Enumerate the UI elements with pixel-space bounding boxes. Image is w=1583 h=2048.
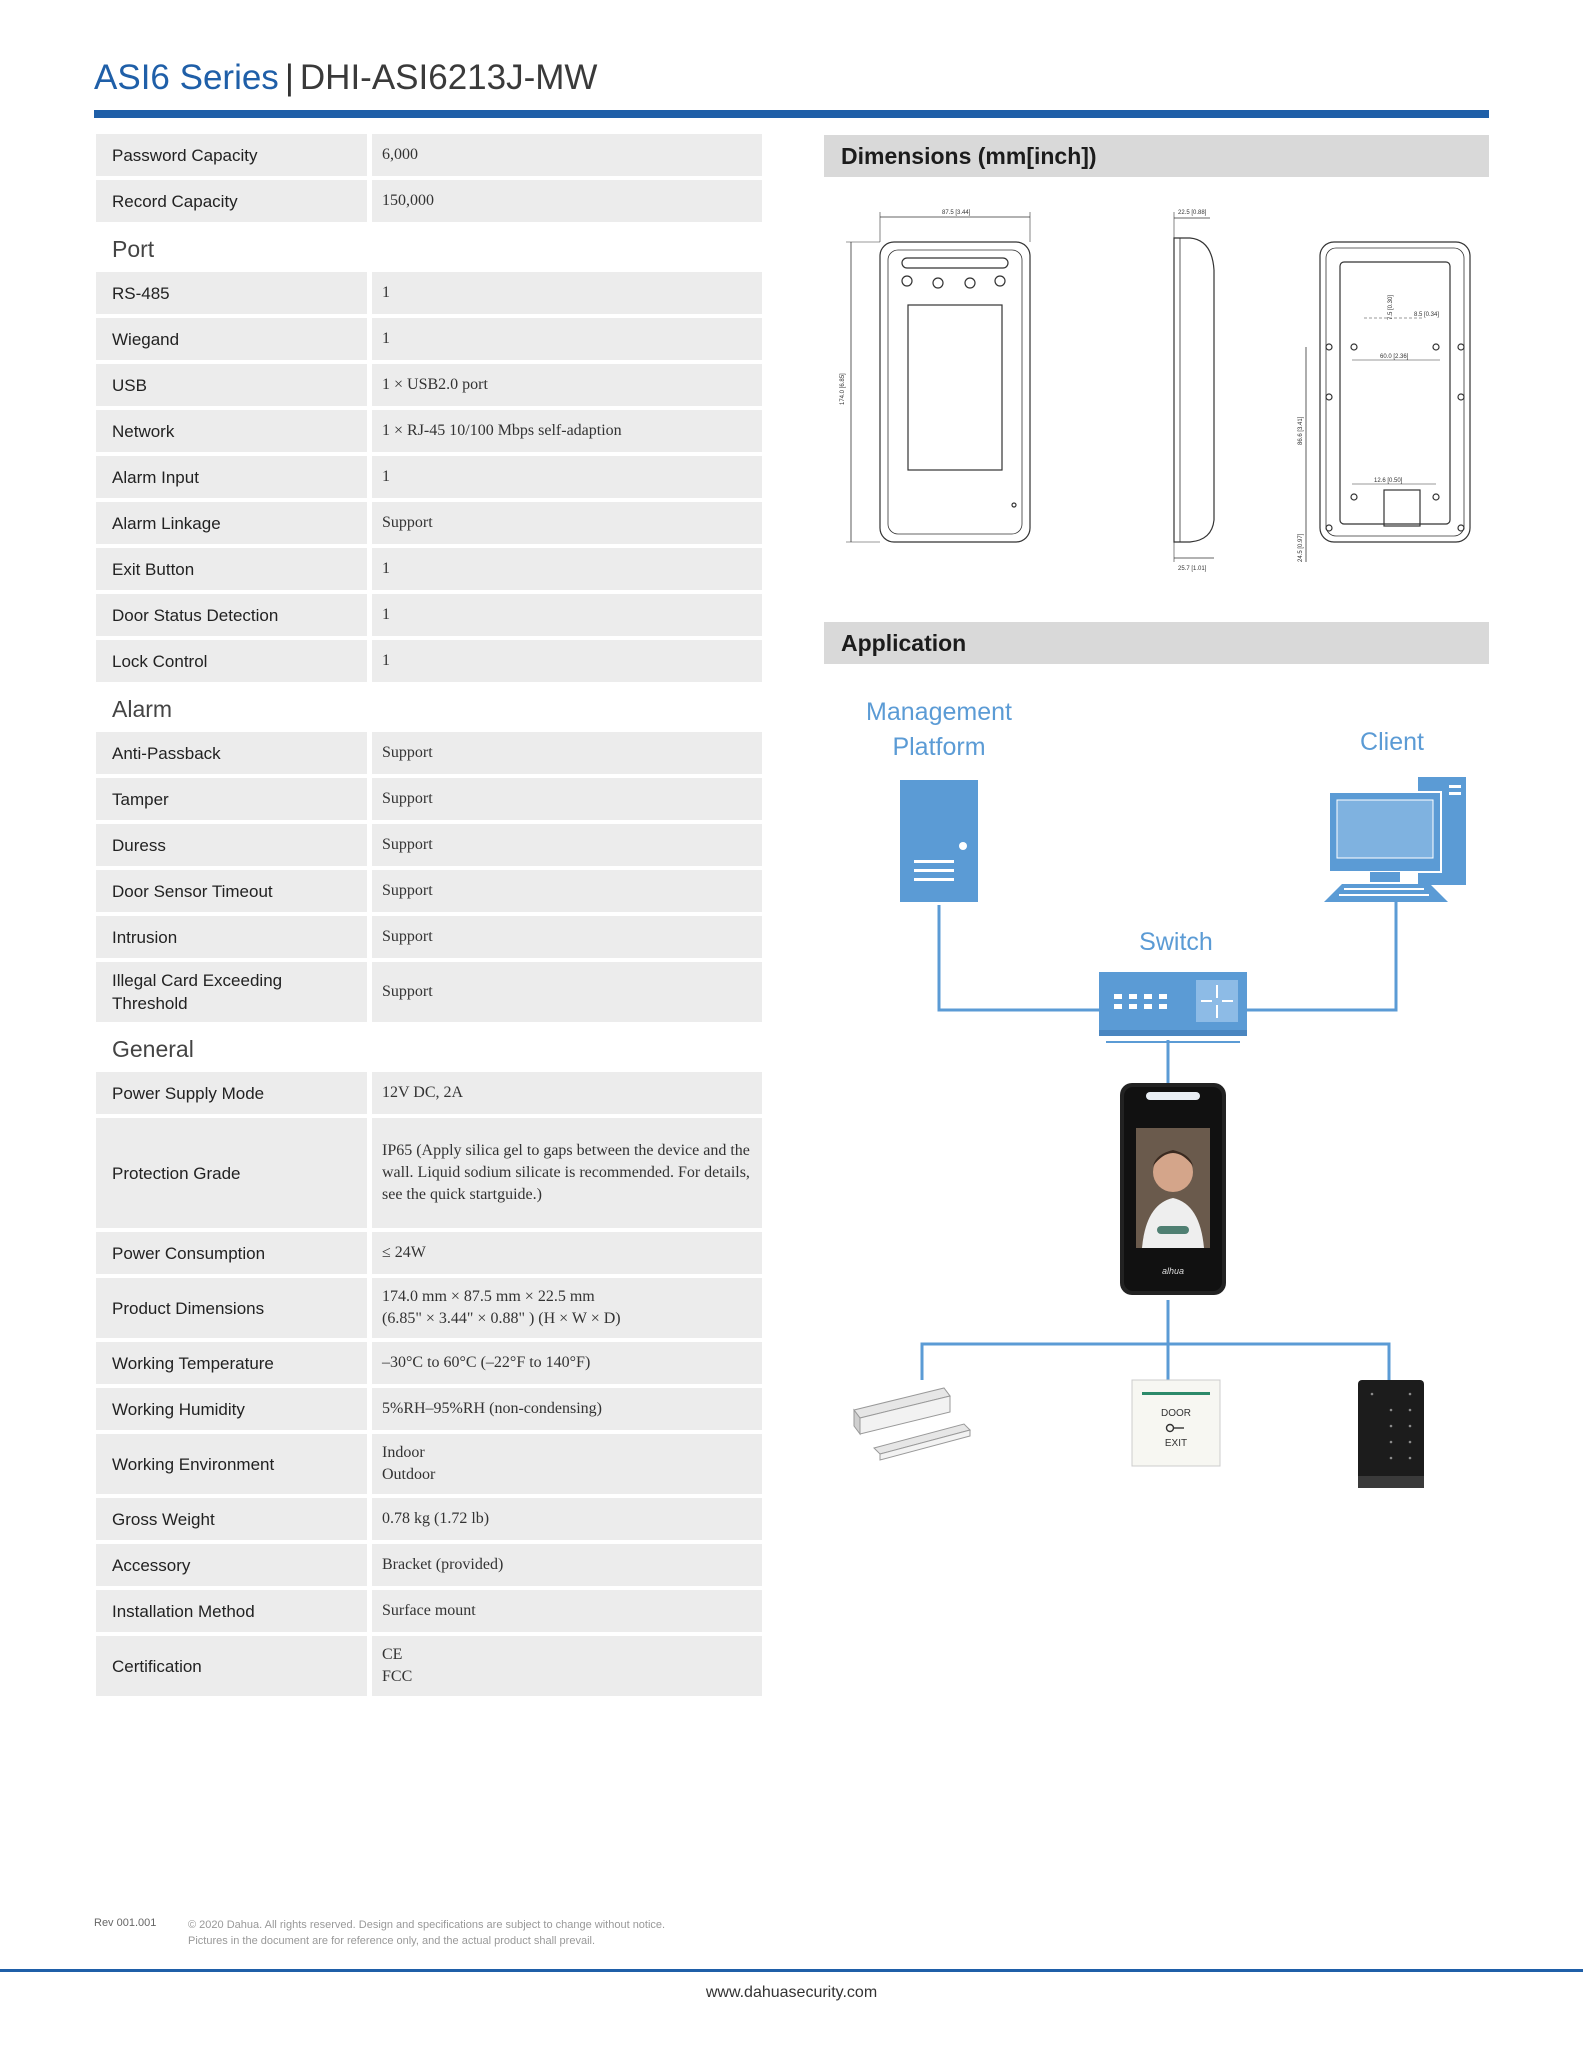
- copyright-line: Pictures in the document are for reference only, and the actual product shall prevail.: [188, 1935, 596, 1947]
- spec-key: Installation Method: [96, 1590, 367, 1632]
- application-title: Application: [824, 622, 1489, 664]
- door-exit-label-2: EXIT: [1164, 1438, 1188, 1449]
- spec-value: 1: [372, 318, 762, 360]
- spec-key: Network: [96, 410, 367, 452]
- label-management-line2: Platform: [892, 733, 986, 761]
- spec-value: Indoor Outdoor: [372, 1434, 762, 1494]
- spec-row: [96, 1072, 762, 1114]
- spec-key: Alarm Input: [96, 456, 367, 498]
- switch-icon: [1099, 972, 1247, 1042]
- spec-value: Support: [372, 732, 762, 774]
- server-icon: [900, 780, 978, 902]
- spec-key: Door Sensor Timeout: [96, 870, 367, 912]
- spec-table: [96, 134, 762, 1700]
- dim-label: 60.0 [2.36]: [1380, 354, 1409, 360]
- spec-key: Illegal Card Exceeding Threshold: [96, 962, 367, 1022]
- spec-row: [96, 1278, 762, 1338]
- spec-value: IP65 (Apply silica gel to gaps between the device and the wall. Liquid sodium silicate is recommended. For details, see the quick startguide.): [372, 1118, 762, 1228]
- exit-button-icon: [1132, 1380, 1220, 1466]
- spec-row: [96, 1636, 762, 1696]
- spec-key: Working Temperature: [96, 1342, 367, 1384]
- label-management-line1: Management: [866, 698, 1012, 726]
- copyright: [188, 1917, 665, 1949]
- application-diagram: [824, 680, 1489, 1510]
- spec-row: [96, 1118, 762, 1228]
- label-switch: Switch: [1139, 928, 1213, 956]
- door-exit-label-1: DOOR: [1161, 1408, 1191, 1419]
- spec-value: 1 × USB2.0 port: [372, 364, 762, 406]
- client-computer-icon: [1324, 777, 1466, 902]
- spec-key: Power Supply Mode: [96, 1072, 367, 1114]
- spec-key: Accessory: [96, 1544, 367, 1586]
- spec-value: 0.78 kg (1.72 lb): [372, 1498, 762, 1540]
- dim-label: 87.5 [3.44]: [942, 210, 971, 216]
- title-divider: |: [284, 58, 294, 97]
- model-name: DHI-ASI6213J-MW: [299, 58, 598, 97]
- dim-label: 22.5 [0.88]: [1178, 210, 1207, 216]
- spec-key: Record Capacity: [96, 180, 367, 222]
- card-reader-icon: [1358, 1380, 1424, 1488]
- header-rule: [94, 110, 1489, 118]
- spec-value: 1: [372, 272, 762, 314]
- spec-value: 150,000: [372, 180, 762, 222]
- spec-row: [96, 456, 762, 498]
- front-view-outline: [880, 242, 1030, 542]
- spec-row: [96, 594, 762, 636]
- spec-value: CE FCC: [372, 1636, 762, 1696]
- series-name: ASI6 Series: [94, 58, 279, 97]
- spec-key: Exit Button: [96, 548, 367, 590]
- footer-rule: [0, 1969, 1583, 1972]
- dim-label: 24.5 [0.97]: [1298, 533, 1304, 562]
- section-heading-port: Port: [112, 235, 155, 262]
- spec-value: 174.0 mm × 87.5 mm × 22.5 mm (6.85" × 3.44" × 0.88" ) (H × W × D): [372, 1278, 762, 1338]
- section-heading-alarm: Alarm: [112, 695, 173, 722]
- spec-value: Support: [372, 502, 762, 544]
- label-client: Client: [1360, 728, 1424, 756]
- spec-value: –30°C to 60°C (–22°F to 140°F): [372, 1342, 762, 1384]
- page-title: [94, 58, 597, 98]
- spec-key: Tamper: [96, 778, 367, 820]
- spec-row: [96, 1342, 762, 1384]
- spec-value: Support: [372, 962, 762, 1022]
- spec-key: Lock Control: [96, 640, 367, 682]
- dim-label: 8.5 [0.34]: [1414, 312, 1440, 318]
- link-client-switch: [1244, 900, 1396, 1010]
- spec-row: [96, 318, 762, 360]
- spec-row: [96, 778, 762, 820]
- link-server-switch: [939, 905, 1099, 1010]
- spec-value: Support: [372, 870, 762, 912]
- spec-row: [96, 364, 762, 406]
- spec-row: [96, 640, 762, 682]
- spec-row: [96, 1590, 762, 1632]
- spec-key: Wiegand: [96, 318, 367, 360]
- spec-key: RS-485: [96, 272, 367, 314]
- spec-value: Support: [372, 778, 762, 820]
- dim-label: 86.6 [3.41]: [1298, 416, 1304, 445]
- dim-label: 12.6 [0.50]: [1374, 478, 1403, 484]
- section-heading-general: General: [112, 1035, 194, 1062]
- spec-key: USB: [96, 364, 367, 406]
- spec-key: Anti-Passback: [96, 732, 367, 774]
- rear-view-outline: [1320, 242, 1470, 542]
- spec-value: 6,000: [372, 134, 762, 176]
- spec-row: [96, 548, 762, 590]
- spec-row: [96, 410, 762, 452]
- spec-row: [96, 1498, 762, 1540]
- dimensions-drawing: [824, 200, 1489, 580]
- spec-row: [96, 502, 762, 544]
- device-brand: alhua: [1161, 1266, 1185, 1276]
- spec-key: Intrusion: [96, 916, 367, 958]
- spec-row: [96, 870, 762, 912]
- spec-row: [96, 1434, 762, 1494]
- spec-key: Alarm Linkage: [96, 502, 367, 544]
- spec-key: Password Capacity: [96, 134, 367, 176]
- spec-row: [96, 1232, 762, 1274]
- spec-row: [96, 272, 762, 314]
- spec-value: 1: [372, 640, 762, 682]
- dim-label: 174.0 [6.85]: [840, 373, 846, 405]
- revision: Rev 001.001: [94, 1917, 157, 1929]
- spec-value: Support: [372, 824, 762, 866]
- spec-value: 1: [372, 456, 762, 498]
- spec-row: [96, 134, 762, 176]
- spec-row: [96, 180, 762, 222]
- spec-value: ≤ 24W: [372, 1232, 762, 1274]
- spec-row: [96, 824, 762, 866]
- spec-row: [96, 1388, 762, 1430]
- spec-value: 1: [372, 548, 762, 590]
- spec-row: [96, 732, 762, 774]
- copyright-line: © 2020 Dahua. All rights reserved. Design and specifications are subject to change without notice.: [188, 1919, 666, 1931]
- spec-value: Surface mount: [372, 1590, 762, 1632]
- spec-value: 12V DC, 2A: [372, 1072, 762, 1114]
- spec-value: 5%RH–95%RH (non-condensing): [372, 1388, 762, 1430]
- spec-key: Gross Weight: [96, 1498, 367, 1540]
- spec-key: Certification: [96, 1636, 367, 1696]
- spec-value: Support: [372, 916, 762, 958]
- spec-row: [96, 916, 762, 958]
- spec-key: Product Dimensions: [96, 1278, 367, 1338]
- spec-value: 1 × RJ-45 10/100 Mbps self-adaption: [372, 410, 762, 452]
- magnetic-lock-icon: [854, 1388, 970, 1460]
- spec-value: 1: [372, 594, 762, 636]
- spec-key: Duress: [96, 824, 367, 866]
- dim-label: 7.5 [0.30]: [1388, 294, 1394, 320]
- spec-key: Protection Grade: [96, 1118, 367, 1228]
- spec-row: [96, 962, 762, 1022]
- spec-row: [96, 1544, 762, 1586]
- link-peripherals: [922, 1344, 1389, 1380]
- face-recognition-terminal-icon: [1120, 1083, 1226, 1295]
- spec-key: Power Consumption: [96, 1232, 367, 1274]
- website-link[interactable]: www.dahuasecurity.com: [705, 1984, 878, 2001]
- spec-value: Bracket (provided): [372, 1544, 762, 1586]
- spec-key: Working Humidity: [96, 1388, 367, 1430]
- dim-label: 25.7 [1.01]: [1178, 566, 1207, 572]
- spec-key: Working Environment: [96, 1434, 367, 1494]
- dimensions-title: Dimensions (mm[inch]): [824, 135, 1489, 177]
- spec-key: Door Status Detection: [96, 594, 367, 636]
